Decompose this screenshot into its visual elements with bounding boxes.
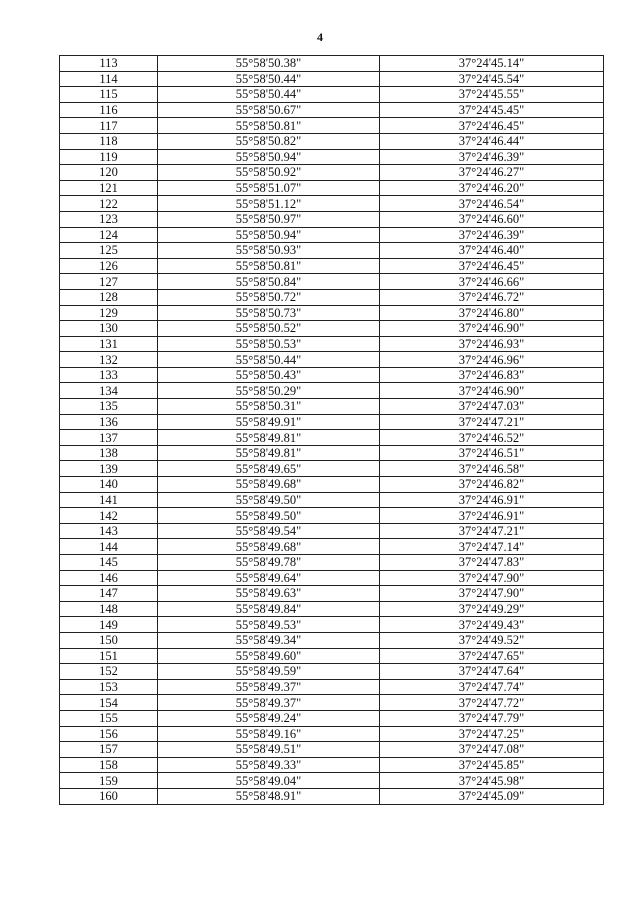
coordinates-table	[59, 55, 604, 805]
point-number-cell: 125	[60, 243, 158, 259]
longitude-cell: 37°24'46.80"	[380, 305, 604, 321]
table-row	[60, 477, 604, 493]
point-number-cell: 139	[60, 461, 158, 477]
point-number-cell: 148	[60, 601, 158, 617]
table-row	[60, 632, 604, 648]
latitude-cell: 55°58'49.50"	[158, 492, 380, 508]
point-number-cell: 160	[60, 788, 158, 804]
latitude-cell: 55°58'48.91"	[158, 788, 380, 804]
longitude-cell: 37°24'47.03"	[380, 399, 604, 415]
latitude-cell: 55°58'49.33"	[158, 757, 380, 773]
latitude-cell: 55°58'49.24"	[158, 710, 380, 726]
longitude-cell: 37°24'47.25"	[380, 726, 604, 742]
point-number-cell: 145	[60, 555, 158, 571]
longitude-cell: 37°24'47.65"	[380, 648, 604, 664]
latitude-cell: 55°58'51.12"	[158, 196, 380, 212]
table-row	[60, 570, 604, 586]
table-row	[60, 586, 604, 602]
table-row	[60, 243, 604, 259]
table-row	[60, 710, 604, 726]
point-number-cell: 133	[60, 367, 158, 383]
longitude-cell: 37°24'47.74"	[380, 679, 604, 695]
table-row	[60, 258, 604, 274]
longitude-cell: 37°24'47.21"	[380, 523, 604, 539]
point-number-cell: 129	[60, 305, 158, 321]
table-row	[60, 211, 604, 227]
point-number-cell: 124	[60, 227, 158, 243]
longitude-cell: 37°24'47.08"	[380, 742, 604, 758]
point-number-cell: 147	[60, 586, 158, 602]
latitude-cell: 55°58'49.81"	[158, 445, 380, 461]
latitude-cell: 55°58'50.43"	[158, 367, 380, 383]
table-row	[60, 664, 604, 680]
point-number-cell: 142	[60, 508, 158, 524]
longitude-cell: 37°24'46.54"	[380, 196, 604, 212]
table-row	[60, 445, 604, 461]
point-number-cell: 138	[60, 445, 158, 461]
table-row	[60, 773, 604, 789]
longitude-cell: 37°24'45.54"	[380, 71, 604, 87]
latitude-cell: 55°58'50.38"	[158, 56, 380, 72]
latitude-cell: 55°58'50.93"	[158, 243, 380, 259]
table-row	[60, 289, 604, 305]
point-number-cell: 135	[60, 399, 158, 415]
latitude-cell: 55°58'50.81"	[158, 258, 380, 274]
point-number-cell: 158	[60, 757, 158, 773]
table-row	[60, 617, 604, 633]
latitude-cell: 55°58'50.44"	[158, 352, 380, 368]
point-number-cell: 121	[60, 180, 158, 196]
table-row	[60, 367, 604, 383]
point-number-cell: 128	[60, 289, 158, 305]
table-row	[60, 274, 604, 290]
longitude-cell: 37°24'46.40"	[380, 243, 604, 259]
point-number-cell: 146	[60, 570, 158, 586]
point-number-cell: 123	[60, 211, 158, 227]
point-number-cell: 155	[60, 710, 158, 726]
latitude-cell: 55°58'50.97"	[158, 211, 380, 227]
latitude-cell: 55°58'51.07"	[158, 180, 380, 196]
table-row	[60, 149, 604, 165]
table-row	[60, 726, 604, 742]
latitude-cell: 55°58'49.04"	[158, 773, 380, 789]
point-number-cell: 119	[60, 149, 158, 165]
point-number-cell: 127	[60, 274, 158, 290]
latitude-cell: 55°58'50.92"	[158, 165, 380, 181]
longitude-cell: 37°24'45.14"	[380, 56, 604, 72]
table-row	[60, 336, 604, 352]
longitude-cell: 37°24'46.39"	[380, 149, 604, 165]
point-number-cell: 154	[60, 695, 158, 711]
longitude-cell: 37°24'46.90"	[380, 321, 604, 337]
latitude-cell: 55°58'50.81"	[158, 118, 380, 134]
latitude-cell: 55°58'49.64"	[158, 570, 380, 586]
longitude-cell: 37°24'46.90"	[380, 383, 604, 399]
point-number-cell: 149	[60, 617, 158, 633]
point-number-cell: 153	[60, 679, 158, 695]
latitude-cell: 55°58'49.91"	[158, 414, 380, 430]
latitude-cell: 55°58'49.16"	[158, 726, 380, 742]
table-row	[60, 399, 604, 415]
table-row	[60, 196, 604, 212]
point-number-cell: 126	[60, 258, 158, 274]
point-number-cell: 151	[60, 648, 158, 664]
longitude-cell: 37°24'46.52"	[380, 430, 604, 446]
table-row	[60, 352, 604, 368]
latitude-cell: 55°58'49.34"	[158, 632, 380, 648]
latitude-cell: 55°58'49.54"	[158, 523, 380, 539]
table-row	[60, 788, 604, 804]
latitude-cell: 55°58'50.94"	[158, 149, 380, 165]
point-number-cell: 113	[60, 56, 158, 72]
latitude-cell: 55°58'50.84"	[158, 274, 380, 290]
table-row	[60, 305, 604, 321]
longitude-cell: 37°24'46.58"	[380, 461, 604, 477]
point-number-cell: 143	[60, 523, 158, 539]
page-number: 4	[317, 30, 323, 44]
table-row	[60, 227, 604, 243]
longitude-cell: 37°24'46.45"	[380, 258, 604, 274]
longitude-cell: 37°24'49.29"	[380, 601, 604, 617]
point-number-cell: 156	[60, 726, 158, 742]
longitude-cell: 37°24'46.39"	[380, 227, 604, 243]
latitude-cell: 55°58'49.63"	[158, 586, 380, 602]
latitude-cell: 55°58'49.68"	[158, 539, 380, 555]
table-row	[60, 601, 604, 617]
latitude-cell: 55°58'49.78"	[158, 555, 380, 571]
latitude-cell: 55°58'49.51"	[158, 742, 380, 758]
point-number-cell: 115	[60, 87, 158, 103]
latitude-cell: 55°58'49.60"	[158, 648, 380, 664]
table-row	[60, 523, 604, 539]
table-row	[60, 742, 604, 758]
table-row	[60, 56, 604, 72]
table-row	[60, 539, 604, 555]
point-number-cell: 141	[60, 492, 158, 508]
table-row	[60, 321, 604, 337]
point-number-cell: 144	[60, 539, 158, 555]
longitude-cell: 37°24'46.66"	[380, 274, 604, 290]
longitude-cell: 37°24'46.27"	[380, 165, 604, 181]
longitude-cell: 37°24'45.09"	[380, 788, 604, 804]
longitude-cell: 37°24'45.98"	[380, 773, 604, 789]
longitude-cell: 37°24'46.51"	[380, 445, 604, 461]
table-row	[60, 118, 604, 134]
longitude-cell: 37°24'47.64"	[380, 664, 604, 680]
latitude-cell: 55°58'49.68"	[158, 477, 380, 493]
coordinates-table-body	[60, 56, 604, 805]
longitude-cell: 37°24'47.90"	[380, 586, 604, 602]
latitude-cell: 55°58'50.94"	[158, 227, 380, 243]
table-row	[60, 648, 604, 664]
point-number-cell: 136	[60, 414, 158, 430]
latitude-cell: 55°58'49.84"	[158, 601, 380, 617]
point-number-cell: 159	[60, 773, 158, 789]
latitude-cell: 55°58'50.72"	[158, 289, 380, 305]
longitude-cell: 37°24'49.43"	[380, 617, 604, 633]
longitude-cell: 37°24'49.52"	[380, 632, 604, 648]
table-row	[60, 461, 604, 477]
table-row	[60, 679, 604, 695]
table-row	[60, 430, 604, 446]
table-row	[60, 180, 604, 196]
longitude-cell: 37°24'47.83"	[380, 555, 604, 571]
table-row	[60, 414, 604, 430]
point-number-cell: 137	[60, 430, 158, 446]
latitude-cell: 55°58'49.37"	[158, 679, 380, 695]
longitude-cell: 37°24'46.96"	[380, 352, 604, 368]
latitude-cell: 55°58'50.53"	[158, 336, 380, 352]
longitude-cell: 37°24'46.44"	[380, 133, 604, 149]
latitude-cell: 55°58'49.37"	[158, 695, 380, 711]
point-number-cell: 120	[60, 165, 158, 181]
point-number-cell: 132	[60, 352, 158, 368]
latitude-cell: 55°58'50.44"	[158, 87, 380, 103]
longitude-cell: 37°24'46.45"	[380, 118, 604, 134]
longitude-cell: 37°24'47.90"	[380, 570, 604, 586]
table-row	[60, 492, 604, 508]
table-row	[60, 508, 604, 524]
point-number-cell: 157	[60, 742, 158, 758]
latitude-cell: 55°58'50.82"	[158, 133, 380, 149]
latitude-cell: 55°58'50.31"	[158, 399, 380, 415]
point-number-cell: 122	[60, 196, 158, 212]
longitude-cell: 37°24'46.93"	[380, 336, 604, 352]
table-row	[60, 133, 604, 149]
longitude-cell: 37°24'46.91"	[380, 508, 604, 524]
point-number-cell: 134	[60, 383, 158, 399]
longitude-cell: 37°24'46.60"	[380, 211, 604, 227]
point-number-cell: 131	[60, 336, 158, 352]
table-row	[60, 87, 604, 103]
point-number-cell: 130	[60, 321, 158, 337]
latitude-cell: 55°58'49.53"	[158, 617, 380, 633]
latitude-cell: 55°58'49.50"	[158, 508, 380, 524]
latitude-cell: 55°58'50.67"	[158, 102, 380, 118]
point-number-cell: 140	[60, 477, 158, 493]
point-number-cell: 116	[60, 102, 158, 118]
table-row	[60, 757, 604, 773]
longitude-cell: 37°24'47.14"	[380, 539, 604, 555]
latitude-cell: 55°58'50.52"	[158, 321, 380, 337]
longitude-cell: 37°24'45.85"	[380, 757, 604, 773]
table-row	[60, 102, 604, 118]
longitude-cell: 37°24'47.79"	[380, 710, 604, 726]
point-number-cell: 114	[60, 71, 158, 87]
point-number-cell: 152	[60, 664, 158, 680]
longitude-cell: 37°24'46.82"	[380, 477, 604, 493]
longitude-cell: 37°24'45.55"	[380, 87, 604, 103]
latitude-cell: 55°58'49.65"	[158, 461, 380, 477]
latitude-cell: 55°58'50.73"	[158, 305, 380, 321]
point-number-cell: 117	[60, 118, 158, 134]
longitude-cell: 37°24'46.72"	[380, 289, 604, 305]
longitude-cell: 37°24'45.45"	[380, 102, 604, 118]
point-number-cell: 118	[60, 133, 158, 149]
latitude-cell: 55°58'49.59"	[158, 664, 380, 680]
table-row	[60, 555, 604, 571]
latitude-cell: 55°58'50.44"	[158, 71, 380, 87]
latitude-cell: 55°58'50.29"	[158, 383, 380, 399]
longitude-cell: 37°24'46.83"	[380, 367, 604, 383]
table-row	[60, 383, 604, 399]
table-row	[60, 71, 604, 87]
latitude-cell: 55°58'49.81"	[158, 430, 380, 446]
table-row	[60, 165, 604, 181]
point-number-cell: 150	[60, 632, 158, 648]
longitude-cell: 37°24'47.21"	[380, 414, 604, 430]
longitude-cell: 37°24'47.72"	[380, 695, 604, 711]
longitude-cell: 37°24'46.91"	[380, 492, 604, 508]
table-row	[60, 695, 604, 711]
longitude-cell: 37°24'46.20"	[380, 180, 604, 196]
